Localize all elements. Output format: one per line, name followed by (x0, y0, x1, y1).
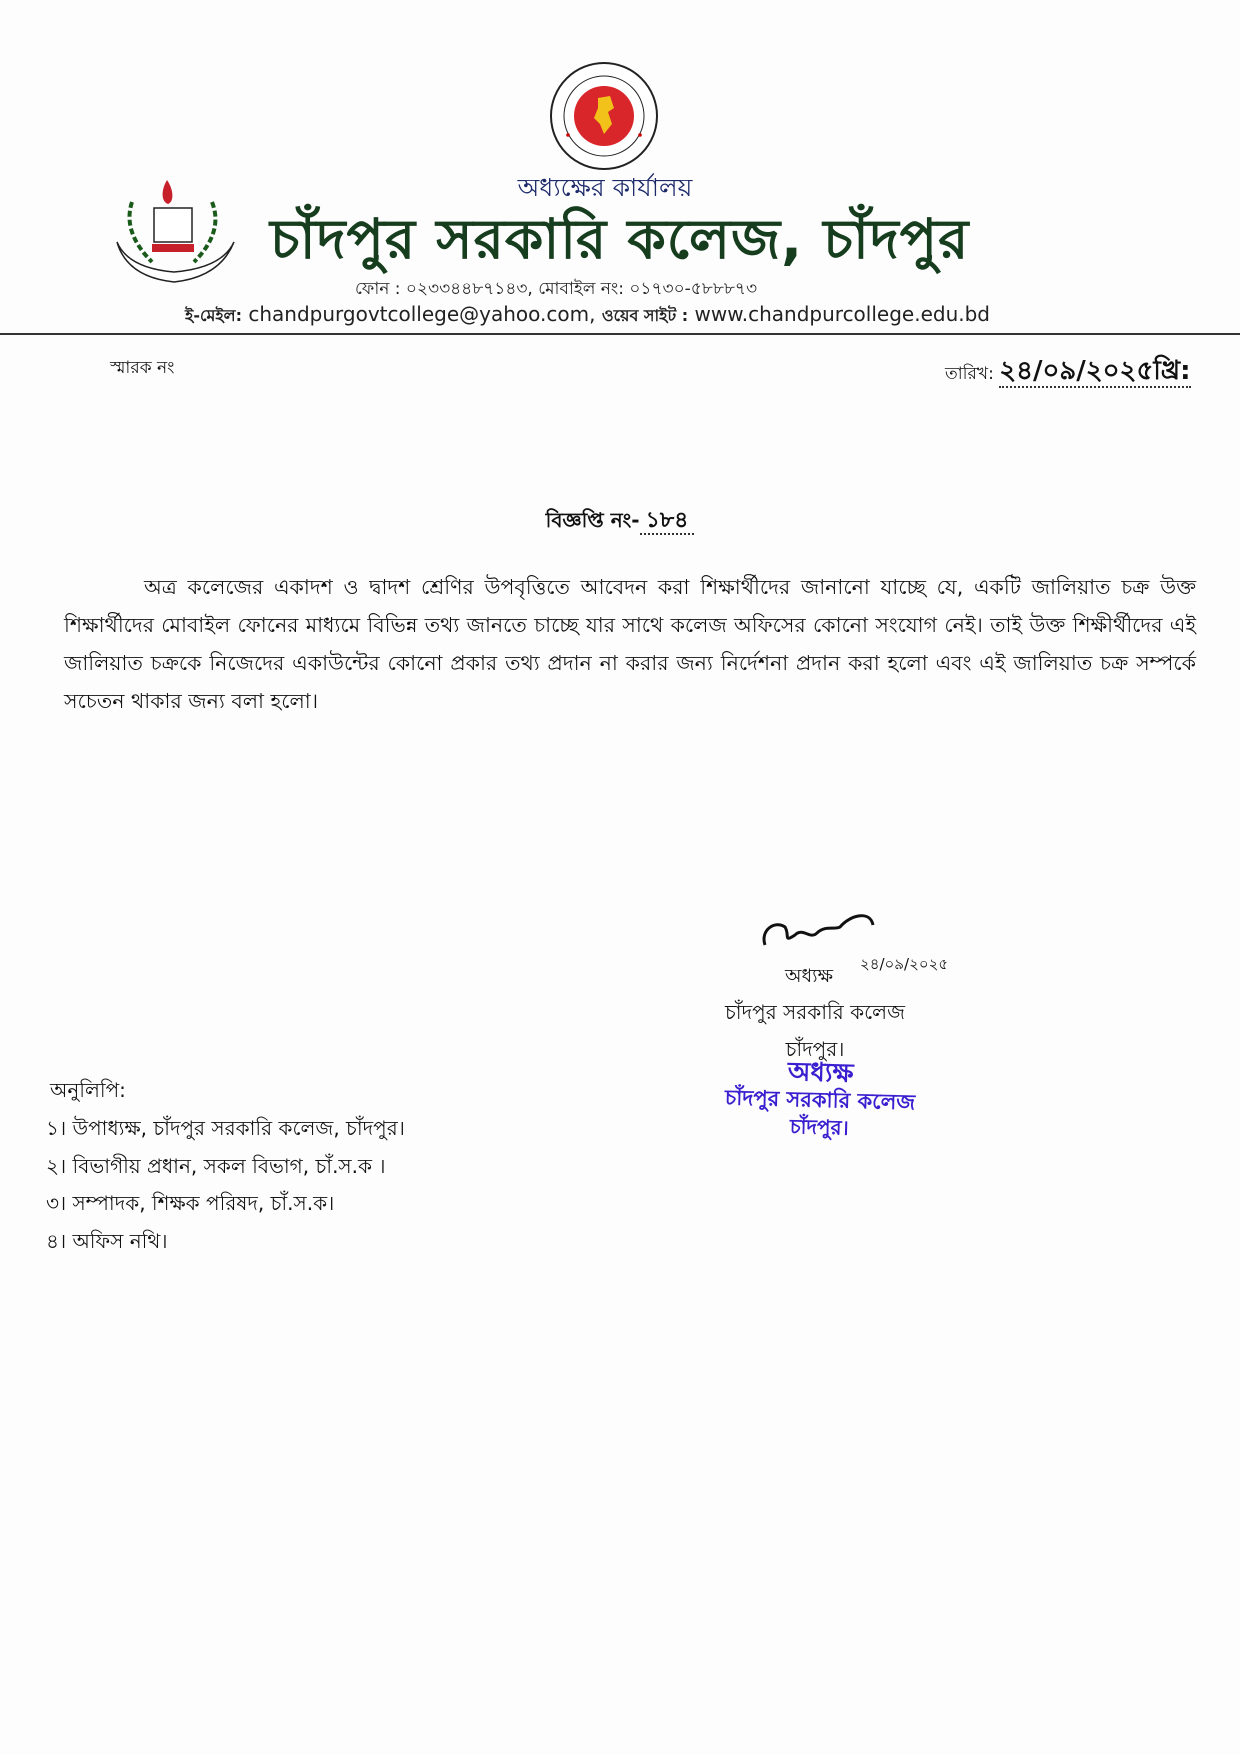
phone-line: ফোন : ০২৩৩৪৪৮৭১৪৩, মোবাইল নং: ০১৭৩০-৫৮৮৮৭৩ (355, 279, 757, 299)
government-seal-icon (548, 60, 660, 172)
contact-line (185, 302, 990, 330)
date-label: তারিখ: (945, 364, 994, 384)
notice-number (0, 503, 1240, 540)
handwritten-signature (755, 905, 880, 960)
college-title: চাঁদপুর সরকারি কলেজ, চাঁদপুর (270, 207, 970, 271)
copies-list (46, 1110, 405, 1260)
copies-label: অনুলিপি: (50, 1078, 126, 1102)
stamp-title: অধ্যক্ষ (787, 1057, 854, 1089)
notice-label: বিজ্ঞপ্তি নং- (545, 508, 640, 532)
signatory-city: চাঁদপুর। (785, 1037, 845, 1061)
date-value: ২৪/০৯/২০২৫খ্রি: (999, 356, 1191, 386)
list-item: ২। বিভাগীয় প্রধান, সকল বিভাগ, চাঁ.স.ক । (46, 1153, 386, 1178)
website-label: ওয়েব সাইট : (601, 306, 689, 325)
memo-number-label: স্মারক নং (110, 358, 175, 378)
office-heading: অধ্যক্ষের কার্যালয় (517, 173, 693, 202)
email-label: ই-মেইল: (185, 306, 242, 325)
list-item: ১। উপাধ্যক্ষ, চাঁদপুর সরকারি কলেজ, চাঁদপুর। (46, 1116, 405, 1140)
document-date (945, 350, 1191, 394)
notice-number-value: ১৮৪ (640, 508, 695, 535)
stamp-college: চাঁদপুর সরকারি কলেজ (724, 1085, 916, 1115)
list-item: ৩। সম্পাদক, শিক্ষক পরিষদ, চাঁ.স.ক। (46, 1191, 335, 1215)
signatory-college: চাঁদপুর সরকারি কলেজ (725, 1000, 905, 1024)
header-divider (0, 333, 1240, 335)
notice-body: অত্র কলেজের একাদশ ও দ্বাদশ শ্রেণির উপবৃত্তিতে আবেদন করা শিক্ষার্থীদের জানানো যাচ্ছে যে, একটি জালিয়াত চক্র উক্ত শিক্ষার্থীদের মোবাইল ফোনের মাধ্যমে বিভিন্ন তথ্য জানতে চাচ্ছে যার সাথে কলেজ অফিসের কোনো সংযোগ নেই। তাই উক্ত শিক্ষীর্থীদের এই জালিয়াত চক্রকে নিজেদের একাউন্টের কোনো প্রকার তথ্য প্রদান না করার জন্য নির্দেশনা প্রদান করা হলো এবং এই জালিয়াত চক্র সম্পর্কে সচেতন থাকার জন্য বলা হলো। (64, 575, 1196, 713)
website-link[interactable]: www.chandpurcollege.edu.bd (694, 302, 990, 326)
signature-date: ২৪/০৯/২০২৫ (860, 955, 949, 973)
email-link[interactable]: chandpurgovtcollege@yahoo.com, (248, 302, 596, 326)
stamp-city: চাঁদপুর। (789, 1114, 850, 1140)
list-item: ৪। অফিস নথি। (46, 1228, 168, 1253)
official-stamp (689, 1057, 951, 1145)
signatory-title: অধ্যক্ষ (785, 965, 834, 987)
